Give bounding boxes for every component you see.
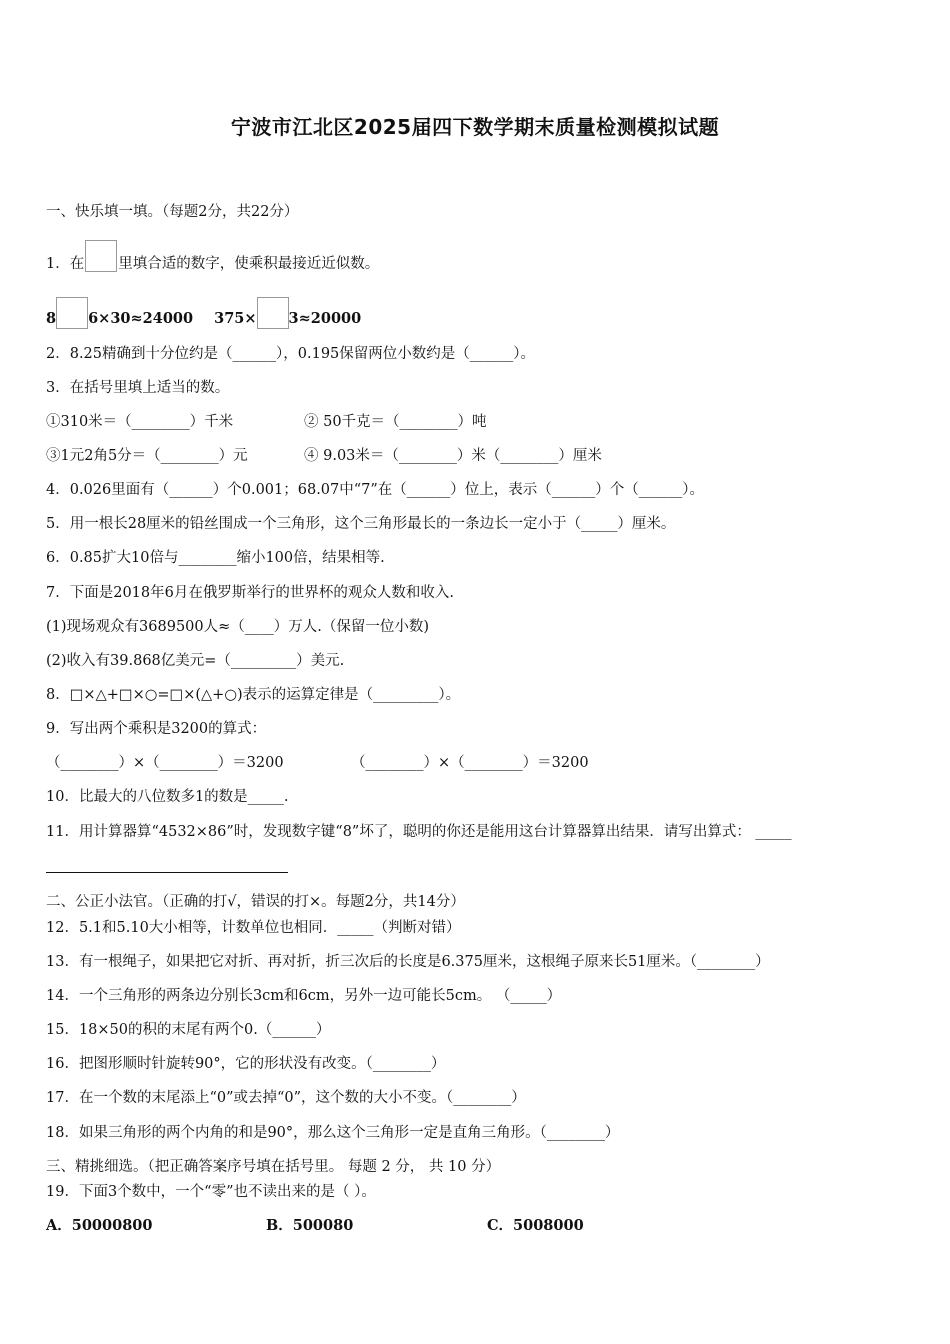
section-2-heading: 二、公正小法官。（正确的打√，错误的打×。每题2分，共14分） (46, 894, 465, 910)
question-4: 4．0.026里面有（______）个0.001；68.07中“7”在（______）位上，表示（______）个（______）。 (46, 482, 705, 498)
question-16: 16．把图形顺时针旋转90°，它的形状没有改变。（________） (46, 1056, 446, 1072)
option-c[interactable]: C．5008000 (487, 1217, 584, 1234)
question-17: 17．在一个数的末尾添上“0”或去掉“0”，这个数的大小不变。（________） (46, 1090, 526, 1106)
q1-text-a: 1．在 (46, 256, 85, 272)
question-5: 5．用一根长28厘米的铅丝围成一个三角形，这个三角形最长的一条边长一定小于（_____）厘米。 (46, 516, 676, 532)
q9-equation-1: （________）×（________）＝3200 (46, 755, 284, 771)
question-6: 6．0.85扩大10倍与________缩小100倍，结果相等. (46, 550, 385, 566)
question-14: 14．一个三角形的两条边分别长3cm和6cm，另外一边可能长5cm。 （_____） (46, 988, 562, 1004)
option-b[interactable]: B．500080 (266, 1217, 354, 1234)
question-8: 8．□×△+□×○=□×(△+○)表示的运算定律是（_________）。 (46, 687, 461, 703)
answer-box[interactable] (56, 297, 88, 329)
question-7-part-2: (2)收入有39.868亿美元=（_________）美元. (46, 653, 345, 669)
option-a[interactable]: A．50000800 (46, 1217, 153, 1234)
q3-item-3: ③1元2角5分＝（________）元 (46, 448, 248, 464)
question-7: 7．下面是2018年6月在俄罗斯举行的世界杯的观众人数和收入. (46, 585, 454, 601)
section-1-heading: 一、快乐填一填。（每题2分，共22分） (46, 204, 299, 220)
question-7-part-1: (1)现场观众有3689500人≈（____）万人.（保留一位小数) (46, 619, 430, 635)
question-12: 12．5.1和5.10大小相等，计数单位也相同．_____（判断对错） (46, 920, 461, 936)
question-11: 11．用计算器算“4532×86”时，发现数字键“8”坏了，聪明的你还是能用这台计算器算出结果．请写出算式： _____ (46, 824, 792, 840)
answer-box[interactable] (257, 297, 289, 329)
q1-expr1-pre: 8 (46, 310, 57, 327)
question-1 (46, 240, 379, 274)
question-13: 13．有一根绳子，如果把它对折、再对折，折三次后的长度是6.375厘米，这根绳子原来长51厘米。（________） (46, 954, 770, 970)
q1-expr2-pre: 375× (214, 310, 257, 327)
q9-equation-2: （________）×（________）＝3200 (351, 755, 589, 771)
question-19-options (46, 1216, 584, 1236)
q1-expr1-post: 6×30≈24000 (88, 310, 194, 327)
q3-item-4: ④ 9.03米＝（________）米（________）厘米 (304, 448, 602, 464)
q3-item-1: ①310米＝（________）千米 (46, 414, 234, 430)
q1-text-b: 里填合适的数字，使乘积最接近近似数。 (118, 256, 380, 272)
exam-title: 宁波市江北区2025届四下数学期末质量检测模拟试题 (230, 115, 720, 139)
question-9-equations (46, 753, 589, 773)
question-1-expressions (46, 297, 361, 329)
question-3: 3．在括号里填上适当的数。 (46, 380, 230, 396)
section-3-heading: 三、精挑细选。（把正确答案序号填在括号里。 每题 2 分， 共 10 分） (46, 1159, 501, 1175)
q11-answer-line[interactable] (46, 872, 288, 873)
question-2: 2．8.25精确到十分位约是（______），0.195保留两位小数约是（______）。 (46, 346, 536, 362)
q3-item-2: ② 50千克＝（________）吨 (304, 414, 487, 430)
q1-expr2-post: 3≈20000 (288, 310, 362, 327)
question-19: 19．下面3个数中，一个“零”也不读出来的是（ ）。 (46, 1184, 376, 1200)
question-18: 18．如果三角形的两个内角的和是90°，那么这个三角形一定是直角三角形。（________） (46, 1125, 620, 1141)
question-15: 15．18×50的积的末尾有两个0.（______） (46, 1022, 331, 1038)
question-3-row-2 (46, 446, 602, 466)
answer-box[interactable] (85, 240, 117, 272)
question-3-row-1 (46, 412, 487, 432)
question-10: 10．比最大的八位数多1的数是_____. (46, 789, 289, 805)
question-9: 9．写出两个乘积是3200的算式： (46, 721, 267, 737)
